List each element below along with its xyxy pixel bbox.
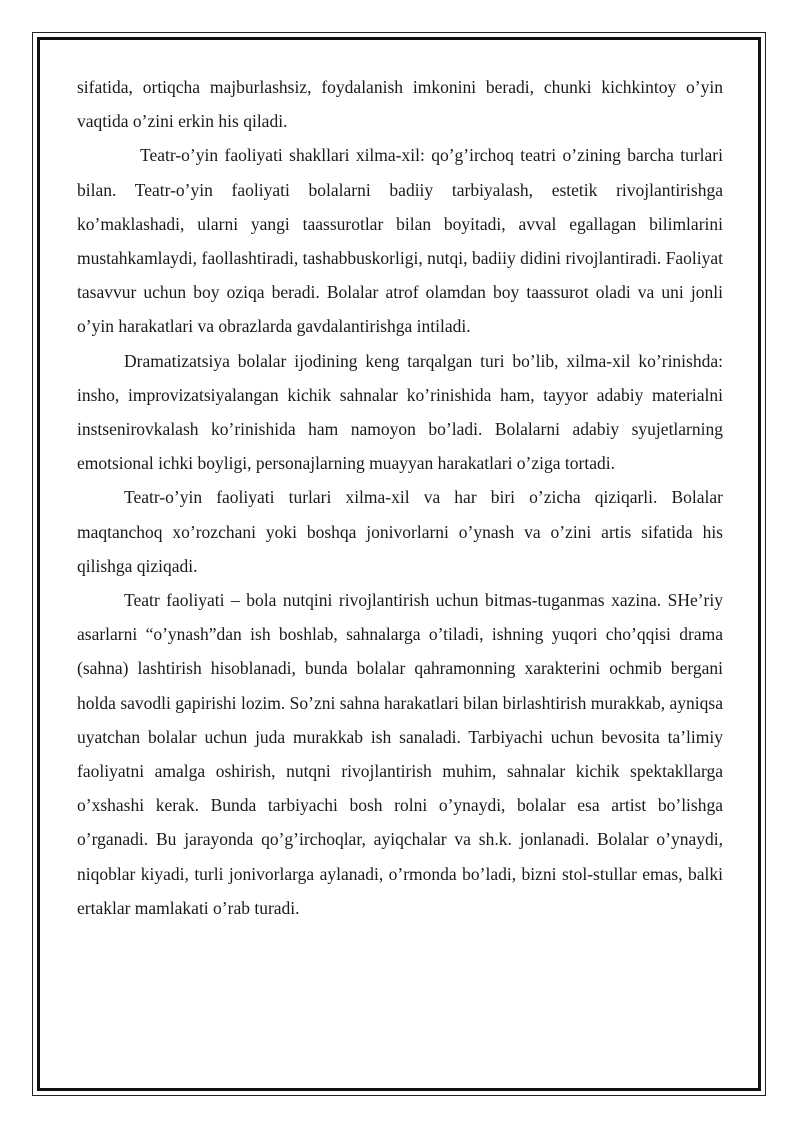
paragraph-theatre-speech: Teatr faoliyati – bola nutqini rivojlantirish uchun bitmas-tuganmas xazina. SHe’riy asarlarni “o’ynash”dan ish boshlab, sahnalarga o’tiladi, ishning yuqori cho’qqisi drama (sahna) lashtirish hisoblanadi, bunda bolalar qahramonning xarakterini ochmib bergani holda savodli gapirishi lozim. So’zni sahna harakatlari bilan birlashtirish murakkab, ayniqsa uyatchan bolalar uchun juda murakkab ish sanaladi. Tarbiyachi uchun bevosita ta’limiy faoliyatni amalga oshirish, nutqni rivojlantirish muhim, sahnalar kichik spektakllarga o’xshashi kerak. Bunda tarbiyachi bosh rolni o’ynaydi, bolalar esa artist bo’lishga o’rganadi. Bu jarayonda qo’g’irchoqlar, ayiqchalar va sh.k. jonlanadi. Bolalar o’ynaydi, niqoblar kiyadi, turli jonivorlarga aylanadi, o’rmonda bo’ladi, bizni stol-stullar emas, balki ertaklar mamlakati o’rab turadi. xyxy=(77,590,723,918)
paragraph-theatre-forms: Teatr-o’yin faoliyati shakllari xilma-xil: qo’g’irchoq teatri o’zining barcha turlari bilan. Teatr-o’yin faoliyati bolalarni badiiy tarbiyalash, estetik rivojlantirishga ko’maklashadi, ularni yangi taassurotlar bilan boyitadi, avval egallagan bilimlarini mustahkamlaydi, faollashtiradi, tashabbuskorligi, nutqi, badiiy didini rivojlantiradi. Faoliyat tasavvur uchun boy oziqa beradi. Bolalar atrof olamdan boy taassurot oladi va uni jonli o’yin harakatlari va obrazlarda gavdalantirishga intiladi. xyxy=(77,145,723,337)
paragraph-dramatization: Dramatizatsiya bolalar ijodining keng tarqalgan turi bo’lib, xilma-xil ko’rinishda: insho, improvizatsiyalangan kichik sahnalar ko’rinishida ham, tayyor adabiy materialni instsenirovkalash ko’rinishida ham namoyon bo’ladi. Bolalarni adabiy syujetlarning emotsional ichki boyligi, personajlarning muayyan harakatlari o’ziga tortadi. xyxy=(77,350,723,474)
paragraph-continuation: sifatida, ortiqcha majburlashsiz, foydalanish imkonini beradi, chunki kichkintoy o’yin vaqtida o’zini erkin his qiladi. xyxy=(77,77,723,132)
paragraph-activity-types: Teatr-o’yin faoliyati turlari xilma-xil va har biri o’zicha qiziqarli. Bolalar maqtanchoq xo’rozchani yoki boshqa jonivorlarni o’ynash va o’zini artis sifatida his qilishga qiziqadi. xyxy=(77,487,723,576)
document-body xyxy=(77,70,723,925)
